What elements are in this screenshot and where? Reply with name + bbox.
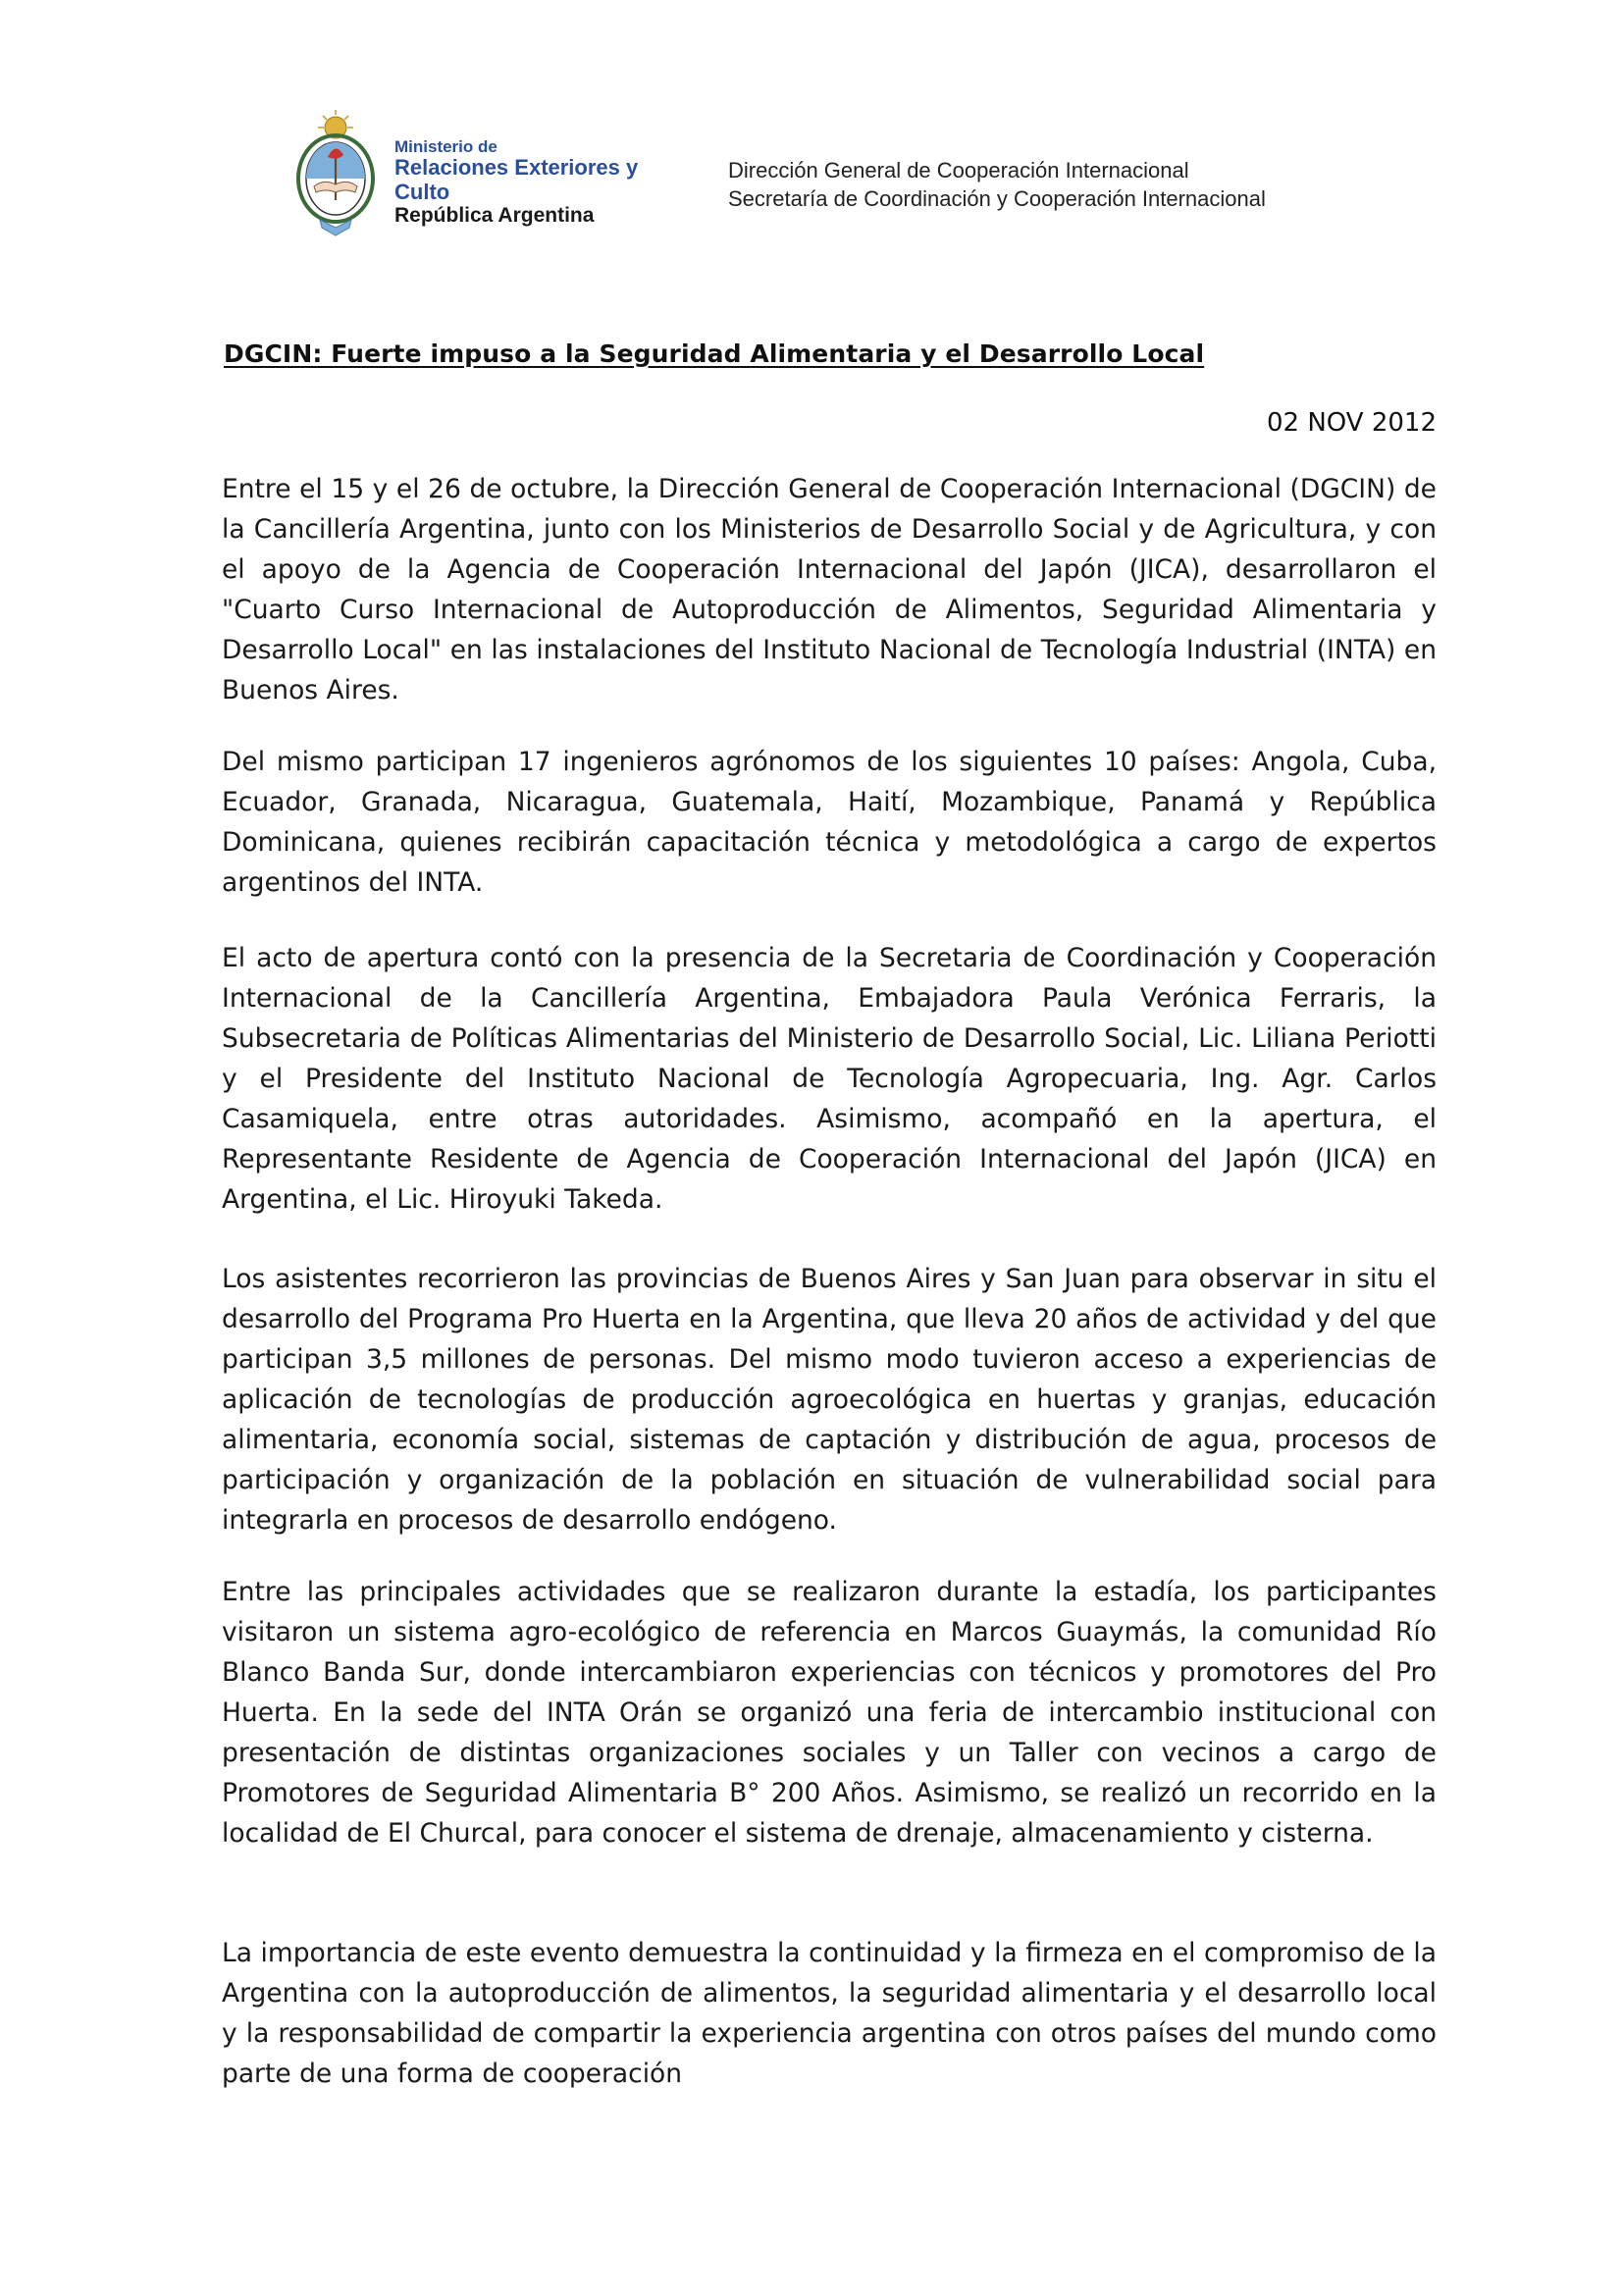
document-date: 02 NOV 2012 [1266, 408, 1437, 438]
argentina-coat-of-arms-icon [294, 106, 377, 243]
country-name: República Argentina [394, 204, 595, 228]
ministry-line: Ministerio de [394, 137, 497, 156]
body-paragraph: Los asistentes recorrieron las provincias de Buenos Aires y San Juan para observar in situ el desarrollo del Programa Pro Huerta en la Argentina, que lleva 20 años de actividad y del que participan 3,5 millones de personas. Del mismo modo tuvieron acceso a experiencias de aplicación de tecnologías de producción agroecológica en huertas y granjas, educación alimentaria, economía social, sistemas de captación y distribución de agua, procesos de participación y organización de la población en situación de vulnerabilidad social para integrarla en procesos de desarrollo endógeno. [222, 1264, 1437, 1536]
body-paragraph: Entre las principales actividades que se realizaron durante la estadía, los participantes visitaron un sistema agro-ecológico de referencia en Marcos Guaymás, la comunidad Río Blanco Banda Sur, donde intercambiaron experiencias con técnicos y promotores del Pro Huerta. En la sede del INTA Orán se organizó una feria de intercambio institucional con presentación de distintas organizaciones sociales y un Taller con vecinos a cargo de Promotores de Seguridad Alimentaria B° 200 Años. Asimismo, se realizó un recorrido en la localidad de El Churcal, para conocer el sistema de drenaje, almacenamiento y cisterna. [222, 1577, 1437, 1849]
letterhead [294, 106, 1325, 243]
directorate-block [728, 157, 1336, 213]
ministry-line: Relaciones Exteriores y Culto [394, 155, 639, 204]
secretariat-name: Secretaría de Coordinación y Cooperación Internacional [728, 185, 1266, 211]
body-paragraph: El acto de apertura contó con la presencia de la Secretaria de Coordinación y Cooperación Internacional de la Cancillería Argentina, Embajadora Paula Verónica Ferraris, la Subsecretaria de Políticas Alimentarias del Ministerio de Desarrollo Social, Lic. Liliana Periotti y el Presidente del Instituto Nacional de Tecnología Agropecuaria, Ing. Agr. Carlos Casamiquela, entre otras autoridades. Asimismo, acompañó en la apertura, el Representante Residente de Agencia de Cooperación Internacional del Japón (JICA) en Argentina, el Lic. Hiroyuki Takeda. [222, 943, 1437, 1215]
body-paragraph: Del mismo participan 17 ingenieros agrónomos de los siguientes 10 países: Angola, Cuba, Ecuador, Granada, Nicaragua, Guatemala, Haití, Mozambique, Panamá y República Dominicana, quienes recibirán capacitación técnica y metodológica a cargo de expertos argentinos del INTA. [222, 747, 1437, 898]
directorate-name: Dirección General de Cooperación Internacional [728, 158, 1189, 183]
ministry-name-block [394, 137, 689, 228]
body-paragraph: La importancia de este evento demuestra la continuidad y la firmeza en el compromiso de la Argentina con la autoproducción de alimentos, la seguridad alimentaria y el desarrollo local y la responsabilidad de compartir la experiencia argentina con otros países del mundo como parte de una forma de cooperación [222, 1938, 1437, 2089]
document-headline: DGCIN: Fuerte impuso a la Seguridad Alimentaria y el Desarrollo Local [224, 339, 1205, 368]
body-paragraph: Entre el 15 y el 26 de octubre, la Dirección General de Cooperación Internacional (DGCIN) de la Cancillería Argentina, junto con los Ministerios de Desarrollo Social y de Agricultura, y con el apoyo de la Agencia de Cooperación Internacional del Japón (JICA), desarrollaron el "Cuarto Curso Internacional de Autoproducción de Alimentos, Seguridad Alimentaria y Desarrollo Local" en las instalaciones del Instituto Nacional de Tecnología Industrial (INTA) en Buenos Aires. [222, 474, 1437, 705]
